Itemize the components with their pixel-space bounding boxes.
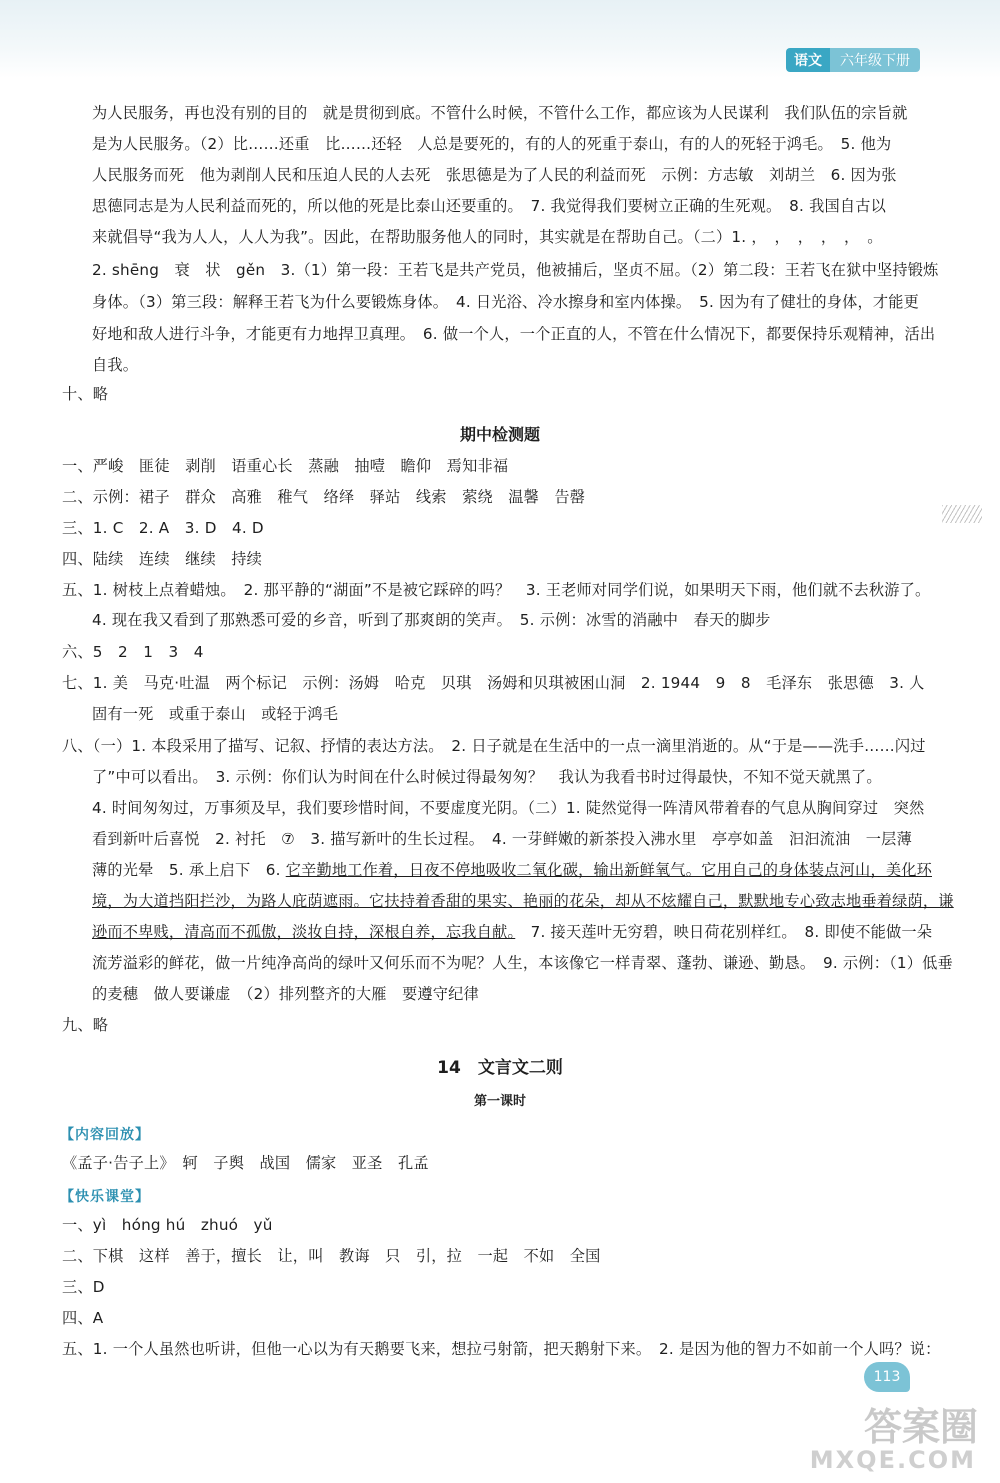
happy-class-tag: 【快乐课堂】 (60, 1189, 150, 1205)
text-line: 二、下棋 这样 善于，擅长 让，叫 教诲 只 引，拉 一起 不如 全国 (62, 1247, 601, 1265)
text-line: 自我。 (92, 356, 139, 374)
text-line (92, 860, 932, 880)
text-line: 人民服务而死 他为剥削人民和压迫人民的人去死 张思德是为了人民的利益而死 示例：方志敏 刘胡兰 6. 因为张 (92, 166, 897, 184)
text-line: 一、yì hóng hú zhuó yǔ (62, 1216, 273, 1234)
feather-decoration (942, 505, 982, 523)
text-segment: 薄的光晕 5. 承上启下 6. (92, 861, 286, 879)
text-line: 三、D (62, 1278, 105, 1296)
lesson-title: 14 文言文二则 (437, 1058, 563, 1078)
text-line: 五、1. 树枝上点着蜡烛。 2. 那平静的“湖面”不是被它踩碎的吗？ 3. 王老师对同学们说，如果明天下雨，他们就不去秋游了。 (62, 581, 931, 599)
text-line: 4. 时间匆匆过，万事须及早，我们要珍惜时间，不要虚度光阴。（二）1. 陡然觉得一阵清风带着春的气息从胸间穿过 突然 (92, 799, 925, 817)
text-line: 思德同志是为人民利益而死的，所以他的死是比泰山还要重的。 7. 我觉得我们要树立正确的生死观。 8. 我国自古以 (92, 197, 887, 215)
text-line: 来就倡导“我为人人，人人为我”。因此，在帮助服务他人的同时，其实就是在帮助自己。（二）1. ， ， ， ， ， 。 (92, 228, 883, 246)
text-line: 4. 现在我又看到了那熟悉可爱的乡音，听到了那爽朗的笑声。 5. 示例：冰雪的消融中 春天的脚步 (92, 611, 771, 629)
underlined-answer: 逊而不卑贱，清高而不孤傲，淡妆自持，深根自养，忘我自献。 (92, 923, 516, 941)
text-line: 2. shēng 衰 状 gěn 3.（1）第一段：王若飞是共产党员，他被捕后，坚贞不屈。（2）第二段：王若飞在狱中坚持锻炼 (92, 261, 939, 279)
subject-badge: 语文 (786, 48, 830, 72)
underlined-answer: 境，为大道挡阳拦沙，为路人庇荫遮雨。它扶持着香甜的果实、艳丽的花朵，却从不炫耀自己，默默地专心致志地垂着绿荫，谦 (92, 892, 954, 910)
text-line: 七、1. 美 马克·吐温 两个标记 示例：汤姆 哈克 贝琪 汤姆和贝琪被困山洞 2. 1944 9 8 毛泽东 张思德 3. 人 (62, 674, 925, 692)
underlined-answer: 它辛勤地工作着，日夜不停地吸收二氧化碳，输出新鲜氧气。它用自己的身体装点河山，美化环 (285, 861, 932, 879)
text-line: 为人民服务，再也没有别的目的 就是贯彻到底。不管什么时候，不管什么工作，都应该为人民谋利 我们队伍的宗旨就 (92, 104, 908, 122)
watermark-logo: 答案圈 (863, 1405, 978, 1449)
grade-badge: 六年级下册 (830, 48, 920, 72)
text-line: 流芳溢彩的鲜花，做一片纯净高尚的绿叶又何乐而不为呢？人生，本该像它一样青翠、蓬勃、谦逊、勤恳。 9. 示例：（1）低垂 (92, 954, 953, 972)
content-review-tag: 【内容回放】 (60, 1127, 150, 1143)
text-line: 二、示例：裙子 群众 高雅 稚气 络绎 驿站 线索 萦绕 温馨 告罄 (62, 488, 586, 506)
text-line: 身体。（3）第三段：解释王若飞为什么要锻炼身体。 4. 日光浴、冷水擦身和室内体操。 5. 因为有了健壮的身体，才能更 (92, 293, 920, 311)
text-line: 十、略 (62, 385, 109, 403)
text-line: 了”中可以看出。 3. 示例：你们认为时间在什么时候过得最匆匆？ 我认为我看书时过得最快，不知不觉天就黑了。 (92, 768, 882, 786)
text-line: 的麦穗 做人要谦虚 （2）排列整齐的大雁 要遵守纪律 (92, 985, 479, 1003)
text-line: 四、陆续 连续 继续 持续 (62, 550, 263, 568)
text-segment: 7. 接天莲叶无穷碧，映日荷花别样红。 8. 即使不能做一朵 (515, 923, 933, 941)
text-line: 九、略 (62, 1016, 109, 1034)
text-line: 一、严峻 匪徒 剥削 语重心长 蒸融 抽噎 瞻仰 焉知非福 (62, 457, 509, 475)
text-line: 六、5 2 1 3 4 (62, 643, 204, 661)
text-line: 四、A (62, 1309, 104, 1327)
text-line: 好地和敌人进行斗争，才能更有力地捍卫真理。 6. 做一个人，一个正直的人，不管在什么情况下，都要保持乐观精神，活出 (92, 325, 936, 343)
text-line (92, 922, 932, 942)
text-line: 是为人民服务。（2）比……还重 比……还轻 人总是要死的，有的人的死重于泰山，有的人的死轻于鸿毛。 5. 他为 (92, 135, 892, 153)
section-title: 期中检测题 (459, 425, 540, 444)
text-line: 五、1. 一个人虽然也听讲，但他一心以为有天鹅要飞来，想拉弓射箭，把天鹅射下来。 2. 是因为他的智力不如前一个人吗？说： (62, 1340, 941, 1358)
text-line: 固有一死 或重于泰山 或轻于鸿毛 (92, 705, 339, 723)
page-number: 113 (864, 1362, 910, 1392)
text-line: 八、（一）1. 本段采用了描写、记叙、抒情的表达方法。 2. 日子就是在生活中的一点一滴里消逝的。从“于是——洗手……闪过 (62, 737, 926, 755)
watermark-url: MXQE.COM (809, 1446, 976, 1474)
text-line: 看到新叶后喜悦 2. 衬托 ⑦ 3. 描写新叶的生长过程。 4. 一芽鲜嫩的新茶投入沸水里 亭亭如盖 汩汩流油 一层薄 (92, 830, 912, 848)
lesson-subtitle: 第一课时 (473, 1094, 526, 1109)
text-line: 《孟子·告子上》 轲 子舆 战国 儒家 亚圣 孔孟 (62, 1154, 429, 1172)
text-line: 三、1. C 2. A 3. D 4. D (62, 519, 264, 537)
